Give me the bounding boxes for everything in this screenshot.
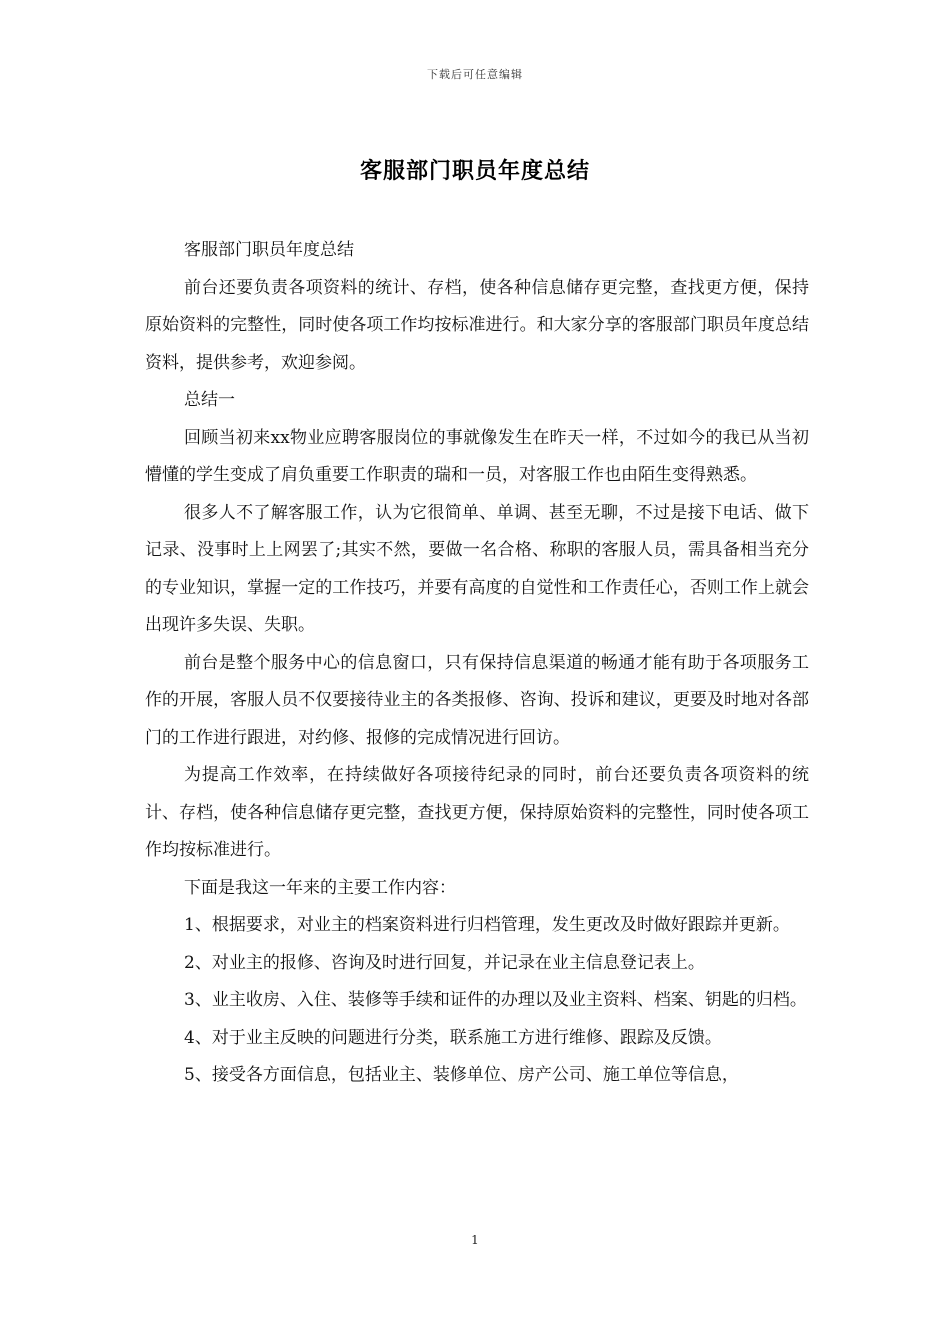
paragraph: 前台是整个服务中心的信息窗口，只有保持信息渠道的畅通才能有助于各项服务工作的开展，客服人员不仅要接待业主的各类报修、咨询、投诉和建议，更要及时地对各部门的工作进行跟进，对约修、报修的完成情况进行回访。 (145, 652, 809, 748)
paragraph-section-heading: 总结一 (184, 390, 235, 410)
paragraph: 回顾当初来xx物业应聘客服岗位的事就像发生在昨天一样，不过如今的我已从当初懵懂的学生变成了肩负重要工作职责的瑞和一员，对客服工作也由陌生变得熟悉。 (145, 427, 809, 485)
paragraph-subtitle: 客服部门职员年度总结 (184, 240, 354, 260)
list-item: 1、根据要求，对业主的档案资料进行归档管理，发生更改及时做好跟踪并更新。 (184, 915, 790, 935)
paragraph-intro: 前台还要负责各项资料的统计、存档，使各种信息储存更完整，查找更方便，保持原始资料的完整性，同时使各项工作均按标准进行。和大家分享的客服部门职员年度总结资料，提供参考，欢迎参阅。 (145, 277, 809, 373)
list-item: 4、对于业主反映的问题进行分类，联系施工方进行维修、跟踪及反馈。 (184, 1027, 722, 1048)
document-title: 客服部门职员年度总结 (359, 158, 590, 184)
document-body (145, 232, 809, 1095)
page-number: 1 (471, 1233, 479, 1247)
list-item: 5、接受各方面信息，包括业主、装修单位、房产公司、施工单位等信息， (184, 1065, 739, 1085)
paragraph: 很多人不了解客服工作，认为它很简单、单调、甚至无聊，不过是接下电话、做下记录、没事时上上网罢了;其实不然，要做一名合格、称职的客服人员，需具备相当充分的专业知识，掌握一定的工作技巧，并要有高度的自觉性和工作责任心，否则工作上就会出现许多失误、失职。 (145, 502, 809, 635)
list-item: 2、对业主的报修、咨询及时进行回复，并记录在业主信息登记表上。 (184, 952, 705, 973)
paragraph: 为提高工作效率，在持续做好各项接待纪录的同时，前台还要负责各项资料的统计、存档，使各种信息储存更完整，查找更方便，保持原始资料的完整性，同时使各项工作均按标准进行。 (145, 765, 809, 860)
header-note: 下载后可任意编辑 (427, 68, 523, 81)
list-item: 3、业主收房、入住、装修等手续和证件的办理以及业主资料、档案、钥匙的归档。 (184, 990, 807, 1010)
paragraph: 下面是我这一年来的主要工作内容： (184, 877, 456, 898)
